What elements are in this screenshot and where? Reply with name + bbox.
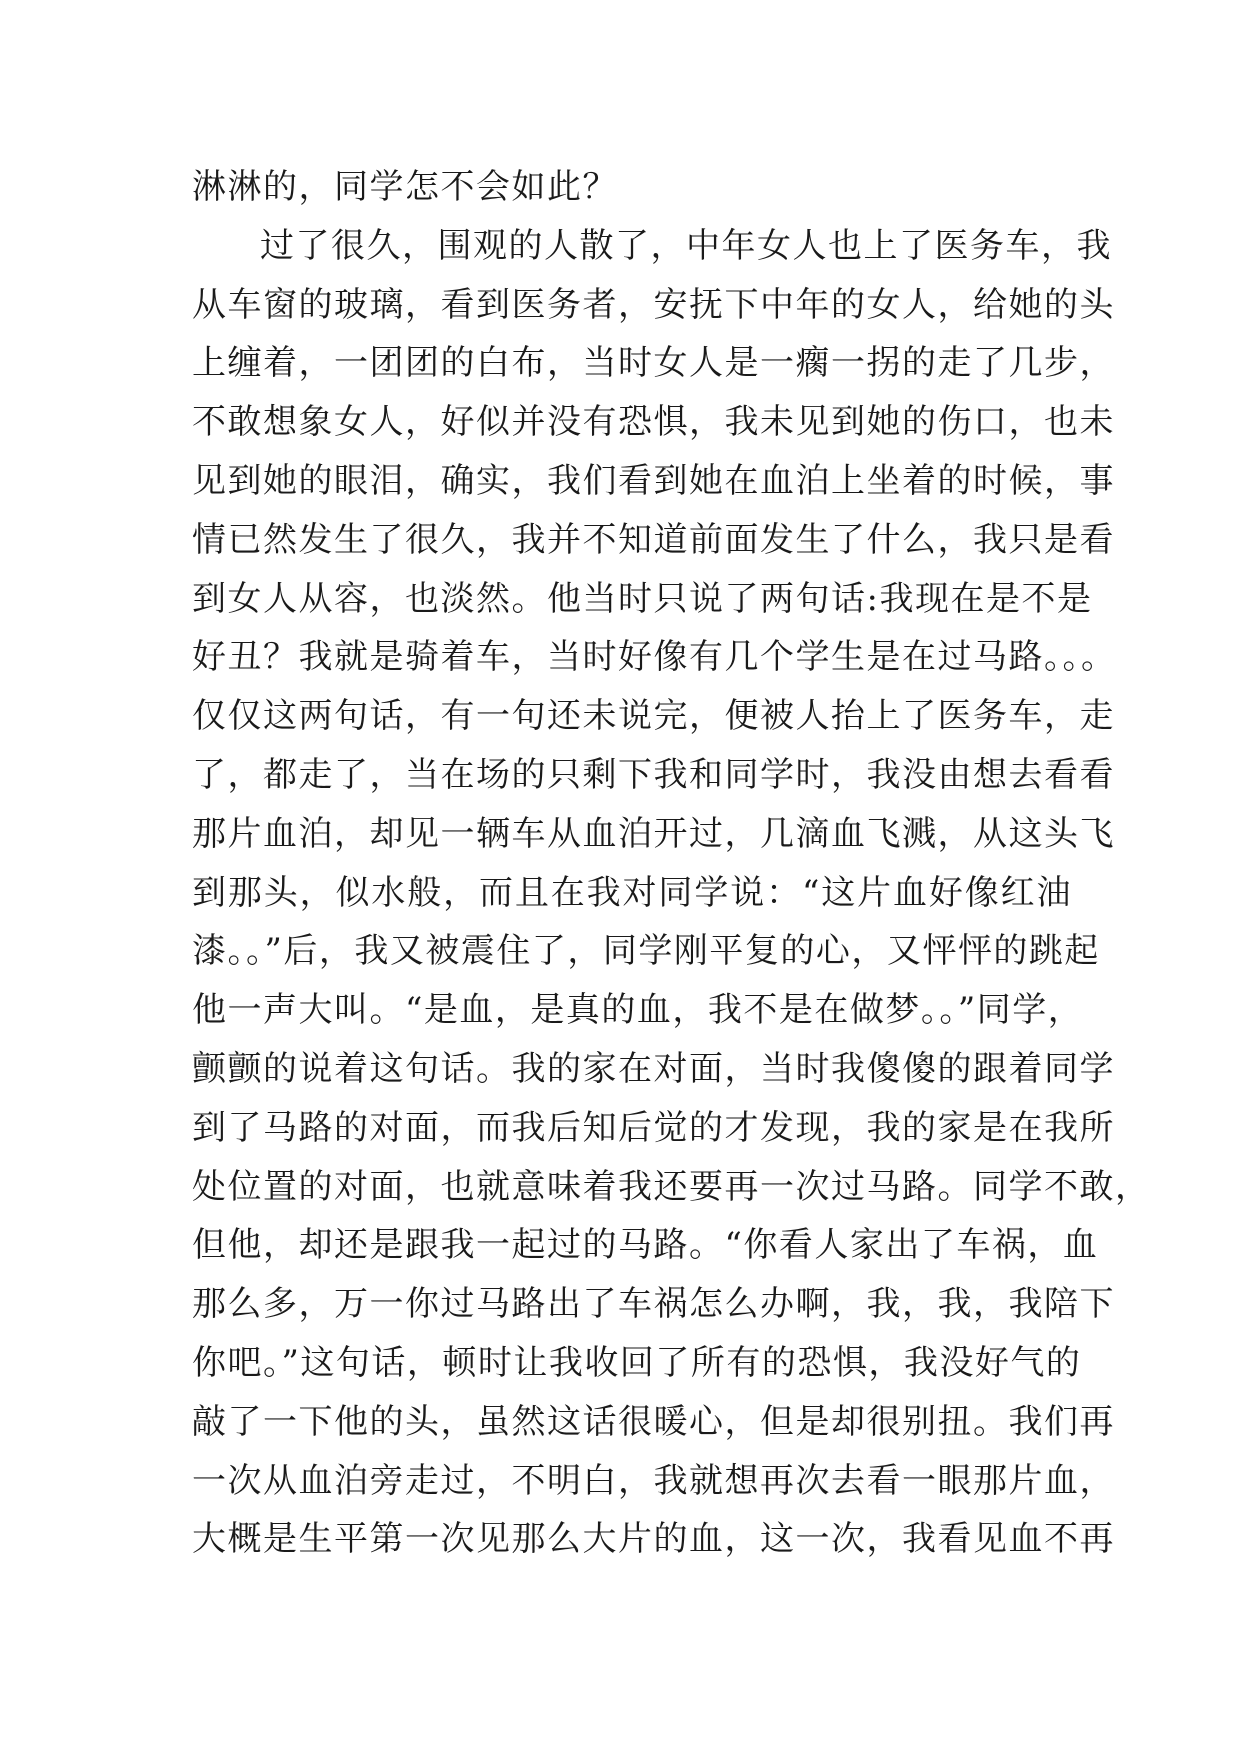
text-line: 到那头，似水般，而且在我对同学说：“这片血好像红油: [192, 872, 1072, 913]
text-line: 到了马路的对面，而我后知后觉的才发现，我的家是在我所: [192, 1107, 1115, 1148]
text-line: 从车窗的玻璃，看到医务者，安抚下中年的女人，给她的头: [192, 284, 1115, 325]
text-line: 情已然发生了很久，我并不知道前面发生了什么，我只是看: [192, 519, 1115, 560]
text-line: 不敢想象女人，好似并没有恐惧，我未见到她的伤口，也未: [192, 402, 1115, 443]
text-line: 仅仅这两句话，有一句还未说完，便被人抬上了医务车，走: [192, 696, 1115, 737]
text-line: 见到她的眼泪，确实，我们看到她在血泊上坐着的时候，事: [192, 460, 1115, 501]
text-line: 大概是生平第一次见那么大片的血，这一次，我看见血不再: [192, 1519, 1115, 1560]
text-line: 他一声大叫。“是血，是真的血，我不是在做梦。。”同学，: [192, 990, 1084, 1031]
text-line: 那片血泊，却见一辆车从血泊开过，几滴血飞溅，从这头飞: [192, 813, 1115, 854]
text-line: 过了很久，围观的人散了，中年女人也上了医务车，我: [260, 225, 1112, 266]
text-line: 但他，却还是跟我一起过的马路。“你看人家出了车祸，血: [192, 1225, 1099, 1266]
text-line: 到女人从容，也淡然。他当时只说了两句话:我现在是不是: [192, 578, 1093, 619]
text-line: 敲了一下他的头，虽然这话很暖心，但是却很别扭。我们再: [192, 1401, 1115, 1442]
text-line: 漆。。”后，我又被震住了，同学刚平复的心，又怦怦的跳起: [192, 931, 1100, 972]
text-line: 好丑？我就是骑着车，当时好像有几个学生是在过马路。。。: [192, 637, 1117, 678]
text-line: 上缠着，一团团的白布，当时女人是一瘸一拐的走了几步，: [192, 343, 1115, 384]
text-line: 淋淋的，同学怎不会如此？: [192, 167, 618, 207]
text-line: 那么多，万一你过马路出了车祸怎么办啊，我，我，我陪下: [192, 1284, 1115, 1325]
text-line: 了，都走了，当在场的只剩下我和同学时，我没由想去看看: [192, 754, 1115, 795]
text-line: 颤颤的说着这句话。我的家在对面，当时我傻傻的跟着同学: [192, 1048, 1115, 1089]
body-text: [192, 158, 1151, 1569]
text-line: 你吧。”这句话，顿时让我收回了所有的恐惧，我没好气的: [192, 1342, 1082, 1383]
text-line: 一次从血泊旁走过，不明白，我就想再次去看一眼那片血，: [192, 1460, 1115, 1501]
text-line: 处位置的对面，也就意味着我还要再一次过马路。同学不敢，: [192, 1166, 1151, 1207]
